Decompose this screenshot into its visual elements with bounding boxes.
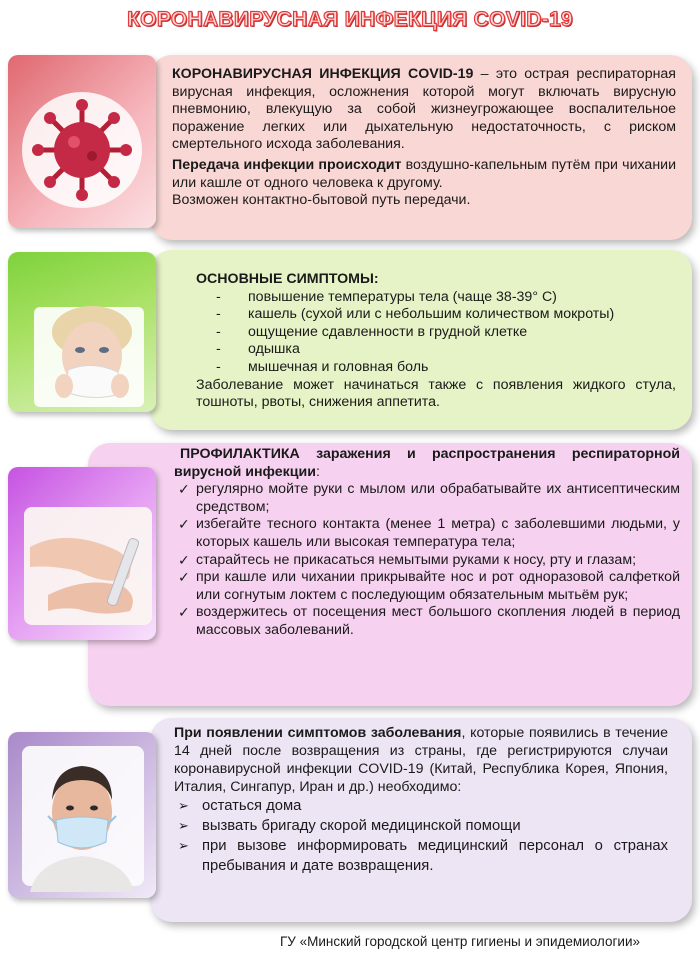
list-item: - кашель (сухой или с небольшим количеством мокроты) (196, 306, 676, 324)
contact-transmission: Возможен контактно-бытовой путь передачи. (172, 192, 471, 209)
symptoms-heading: ОСНОВНЫЕ СИМПТОМЫ: (196, 271, 379, 287)
footer-organization: ГУ «Минский городской центр гигиены и эпидемиологии» (279, 934, 640, 949)
page-title: КОРОНАВИРУСНАЯ ИНФЕКЦИЯ COVID-19 (127, 8, 573, 31)
list-item: ✓ избегайте тесного контакта (менее 1 метра) с заболевшими людьми, у которых кашель или высокая температура тела; (174, 516, 680, 551)
list-item: - повышение температуры тела (чаще 38-39° С) (196, 289, 676, 307)
hands-sanitizer-icon (8, 467, 156, 640)
prevention-heading (174, 446, 680, 481)
list-item: ✓ воздержитесь от посещения мест большого скопления людей в период массовых заболеваний. (174, 604, 680, 639)
symptoms-note: Заболевание может начинаться также с появления жидкого стула, тошноты, рвоты, снижения аппетита. (196, 376, 676, 411)
action-text: , которые появились в течение 14 дней после возвращения из страны, где регистрируются случаи коронавирусной инфекции COVID-19 (Китай, Республика Корея, Япония, Италия, Сингапур, Иран и др.) необходимо: (174, 725, 669, 795)
action-lead: При появлении симптомов заболевания (174, 725, 462, 741)
list-item: - мышечная и головная боль (196, 359, 676, 377)
definition-text: это острая респираторная вирусная инфекция, осложнения которой могут включать вирусную пневмонию, влекущую за собой жизнеугрожающее воспалительное поражение легких или дыхательную недостаточность, с риском смертельного исхода заболевания. (172, 66, 676, 153)
list-item: ✓ регулярно мойте руки с мылом или обрабатывайте их антисептическим средством; (174, 481, 680, 516)
section-prevention-text (174, 446, 680, 640)
list-item: - одышка (196, 341, 676, 359)
virus-icon (8, 55, 156, 228)
transmission-lead: Передача инфекции происходит (172, 156, 402, 173)
list-item: ✓ при кашле или чихании прикрывайте нос и рот одноразовой салфеткой или согнутым локтем с последующим обязательным мытьём рук; (174, 569, 680, 604)
definition-dash: – (473, 66, 496, 82)
prevention-heading-rest: заражения и распространения респираторной вирусной инфекции (174, 446, 680, 480)
section-definition-text (172, 66, 676, 210)
transmission-text: воздушно-капельным путём при чихании или кашле от одного человека к другому. (172, 156, 677, 191)
list-item: ➢ вызвать бригаду скорой медицинской помощи (174, 816, 668, 836)
symptoms-list (196, 289, 676, 377)
definition-lead: КОРОНАВИРУСНАЯ ИНФЕКЦИЯ COVID-19 (172, 66, 474, 82)
section-action-text (174, 724, 668, 876)
prevention-heading-colon: : (315, 463, 320, 480)
action-image-tile (8, 732, 156, 898)
prevention-list (174, 481, 680, 639)
masked-man-icon (8, 732, 156, 898)
symptoms-image-tile (8, 252, 156, 412)
prevention-heading-lead: ПРОФИЛАКТИКА (180, 446, 300, 462)
sneezing-woman-icon (8, 252, 156, 412)
action-list (174, 796, 668, 876)
list-item: - ощущение сдавленности в грудной клетке (196, 324, 676, 342)
list-item: ➢ остаться дома (174, 796, 668, 816)
list-item: ✓ старайтесь не прикасаться немытыми руками к носу, рту и глазам; (174, 552, 680, 570)
section-symptoms-text (196, 271, 676, 412)
list-item: ➢ при вызове информировать медицинский персонал о странах пребывания и дате возвращения. (174, 836, 668, 876)
prevention-image-tile (8, 467, 156, 640)
virus-image-tile (8, 55, 156, 228)
